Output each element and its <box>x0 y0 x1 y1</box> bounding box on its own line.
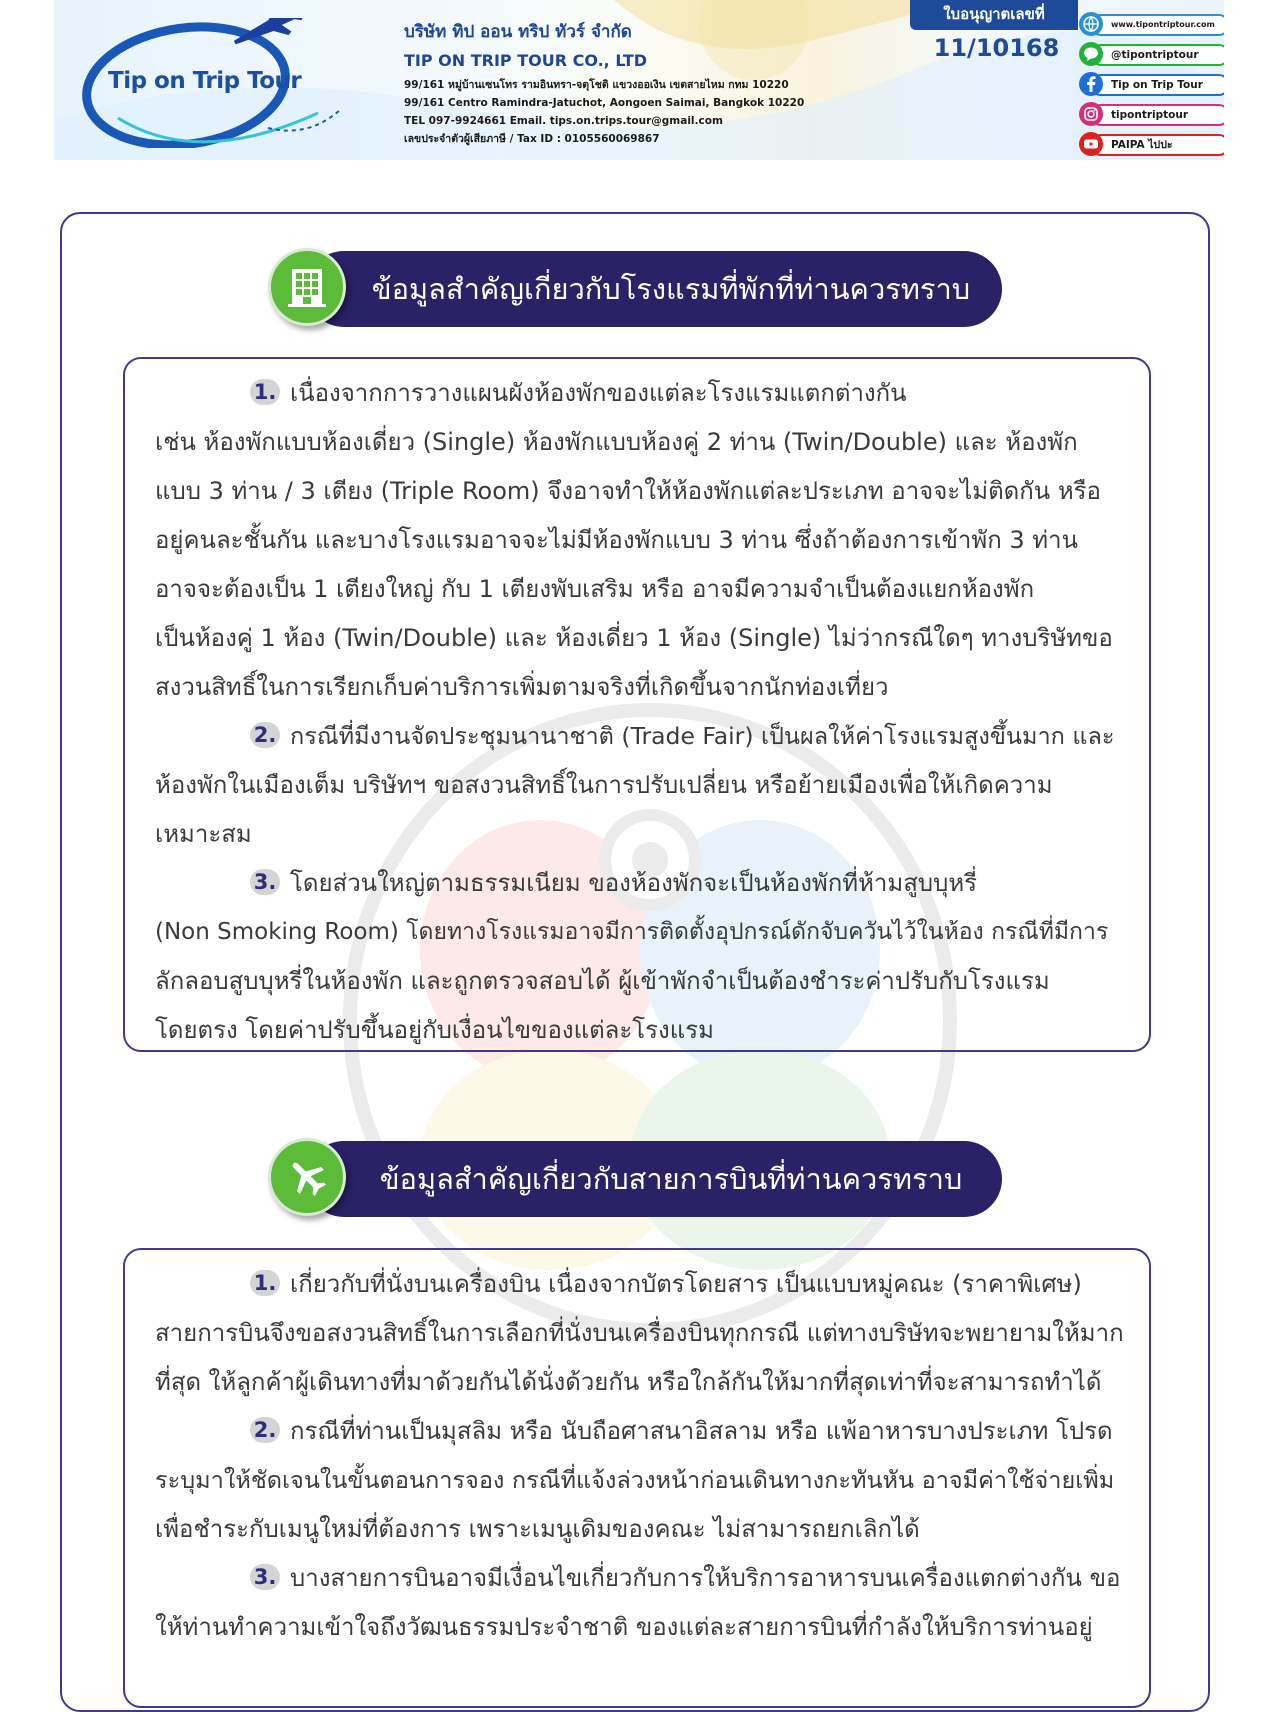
line-icon <box>1079 42 1103 66</box>
web-link[interactable]: www.tipontriptour.com <box>1091 14 1224 36</box>
text-line: กรณีที่ท่านเป็นมุสลิม หรือ นับถือศาสนาอิสลาม หรือ แพ้อาหารบางประเภท โปรด <box>290 1417 1113 1445</box>
social-facebook[interactable] <box>1079 72 1219 96</box>
text-line: อาจจะต้องเป็น 1 เตียงใหญ่ กับ 1 เตียงพับเสริม หรือ อาจมีความจำเป็นต้องแยกห้องพัก <box>155 575 1035 603</box>
text-line: เช่น ห้องพักแบบห้องเดี่ยว (Single) ห้องพักแบบห้องคู่ 2 ท่าน (Twin/Double) และ ห้องพัก <box>155 428 1078 456</box>
company-name-thai: บริษัท ทิป ออน ทริป ทัวร์ จำกัด <box>404 22 632 42</box>
text-line: กรณีที่มีงานจัดประชุมนานาชาติ (Trade Fair) เป็นผลให้ค่าโรงแรมสูงขึ้นมาก และ <box>290 722 1115 750</box>
text-line: ให้ท่านทำความเข้าใจถึงวัฒนธรรมประจำชาติ ของแต่ละสายการบินที่กำลังให้บริการท่านอยู่ <box>155 1613 1093 1641</box>
hotel-section-banner <box>268 248 1002 330</box>
contact-info: TEL 097-9924661 Email. tips.on.trips.tour@gmail.com <box>404 115 723 127</box>
hotel-item-2 <box>155 712 1125 859</box>
facebook-icon <box>1079 72 1103 96</box>
text-line: แบบ 3 ท่าน / 3 เตียง (Triple Room) จึงอาจทำให้ห้องพักแต่ละประเภท อาจจะไม่ติดกัน หรือ <box>155 477 1101 505</box>
hotel-info-box <box>123 357 1151 1052</box>
license-number: 11/10168 <box>933 34 1060 62</box>
banner-badge <box>268 248 346 326</box>
airline-item-3 <box>155 1554 1125 1652</box>
text-line: เพื่อชำระกับเมนูใหม่ที่ต้องการ เพราะเมนูเดิมของคณะ ไม่สามารถยกเลิกได้ <box>155 1515 920 1543</box>
banner-badge <box>268 1138 346 1216</box>
web-icon <box>1079 12 1103 36</box>
text-line: โดยตรง โดยค่าปรับขึ้นอยู่กับเงื่อนไขของแต่ละโรงแรม <box>155 1016 714 1044</box>
instagram-icon <box>1079 102 1103 126</box>
text-line: โดยส่วนใหญ่ตามธรรมเนียม ของห้องพักจะเป็นห้องพักที่ห้ามสูบบุหรี่ <box>290 869 978 897</box>
address-thai: 99/161 หมู่บ้านเซนโทร รามอินทรา-จตุโชติ แขวงออเงิน เขตสายไหม กทม 10220 <box>404 79 789 91</box>
company-details <box>404 18 874 148</box>
airline-section-banner <box>268 1138 1002 1220</box>
building-icon <box>286 266 328 308</box>
logo-wordmark: Tip on Trip Tour <box>108 68 302 94</box>
item-number-badge: 3. <box>250 1564 280 1590</box>
text-line: ระบุมาให้ชัดเจนในขั้นตอนการจอง กรณีที่แจ้งล่วงหน้าก่อนเดินทางกะทันหัน อาจมีค่าใช้จ่ายเพิ่ม <box>155 1466 1115 1494</box>
text-line: ลักลอบสูบบุหรี่ในห้องพัก และถูกตรวจสอบได้ ผู้เข้าพักจำเป็นต้องชำระค่าปรับกับโรงแรม <box>155 967 1050 995</box>
social-web[interactable] <box>1079 12 1219 36</box>
hotel-section-title: ข้อมูลสำคัญเกี่ยวกับโรงแรมที่พักที่ท่านควรทราบ <box>371 272 971 306</box>
item-number-badge: 1. <box>250 379 280 405</box>
item-number-badge: 1. <box>250 1270 280 1296</box>
text-line: อยู่คนละชั้นกัน และบางโรงแรมอาจจะไม่มีห้องพักแบบ 3 ท่าน ซึ่งถ้าต้องการเข้าพัก 3 ท่าน <box>155 526 1078 554</box>
airline-item-2 <box>155 1407 1125 1554</box>
text-line: (Non Smoking Room) โดยทางโรงแรมอาจมีการติดตั้งอุปกรณ์ดักจับควันไว้ในห้อง กรณีที่มีการ <box>155 919 1109 945</box>
tax-id: เลขประจำตัวผู้เสียภาษี / Tax ID : 0105560069867 <box>404 133 660 145</box>
address-english: 99/161 Centro Ramindra-Jatuchot, Aongoen Saimai, Bangkok 10220 <box>404 97 805 109</box>
license-label: ใบอนุญาตเลขที่ <box>910 0 1078 30</box>
social-line[interactable] <box>1079 42 1219 66</box>
item-number-badge: 2. <box>250 722 280 748</box>
text-line: เหมาะสม <box>155 820 252 848</box>
text-line: บางสายการบินอาจมีเงื่อนไขเกี่ยวกับการให้บริการอาหารบนเครื่องแตกต่างกัน ขอ <box>290 1564 1121 1592</box>
facebook-link[interactable]: Tip on Trip Tour <box>1091 74 1224 96</box>
text-line: เป็นห้องคู่ 1 ห้อง (Twin/Double) และ ห้องเดี่ยว 1 ห้อง (Single) ไม่ว่ากรณีใดๆ ทางบริษัทขอ <box>155 624 1113 652</box>
text-line: เนื่องจากการวางแผนผังห้องพักของแต่ละโรงแรมแตกต่างกัน <box>290 379 907 407</box>
social-links <box>1079 12 1219 160</box>
company-logo <box>78 18 348 148</box>
youtube-icon <box>1079 132 1103 156</box>
youtube-link[interactable]: PAIPA ไปปะ <box>1091 134 1224 156</box>
hotel-item-3 <box>155 859 1125 1055</box>
hotel-item-1 <box>155 369 1125 712</box>
airplane-icon <box>228 18 307 57</box>
airline-info-box <box>123 1248 1151 1708</box>
text-line: เกี่ยวกับที่นั่งบนเครื่องบิน เนื่องจากบัตรโดยสาร เป็นแบบหมู่คณะ (ราคาพิเศษ) <box>290 1270 1082 1298</box>
social-youtube[interactable] <box>1079 132 1219 156</box>
item-number-badge: 2. <box>250 1417 280 1443</box>
text-line: ห้องพักในเมืองเต็ม บริษัทฯ ขอสงวนสิทธิ์ในการปรับเปลี่ยน หรือย้ายเมืองเพื่อให้เกิดความ <box>155 771 1053 799</box>
company-name-english: TIP ON TRIP TOUR CO., LTD <box>404 51 648 70</box>
airplane-icon <box>286 1156 328 1198</box>
airline-item-1 <box>155 1260 1125 1407</box>
airline-section-title: ข้อมูลสำคัญเกี่ยวกับสายการบินที่ท่านควรทราบ <box>379 1162 963 1196</box>
item-number-badge: 3. <box>250 869 280 895</box>
text-line: สายการบินจึงขอสงวนสิทธิ์ในการเลือกที่นั่งบนเครื่องบินทุกกรณี แต่ทางบริษัทจะพยายามให้มาก <box>155 1319 1124 1347</box>
text-line: สงวนสิทธิ์ในการเรียกเก็บค่าบริการเพิ่มตามจริงที่เกิดขึ้นจากนักท่องเที่ยว <box>155 673 889 701</box>
text-line: ที่สุด ให้ลูกค้าผู้เดินทางที่มาด้วยกันได้นั่งด้วยกัน หรือใกล้กันให้มากที่สุดเท่าที่จะสามารถทำได้ <box>155 1368 1102 1396</box>
social-instagram[interactable] <box>1079 102 1219 126</box>
line-link[interactable]: @tipontriptour <box>1091 44 1224 66</box>
instagram-link[interactable]: tipontriptour <box>1091 104 1224 126</box>
letterhead <box>54 0 1224 160</box>
